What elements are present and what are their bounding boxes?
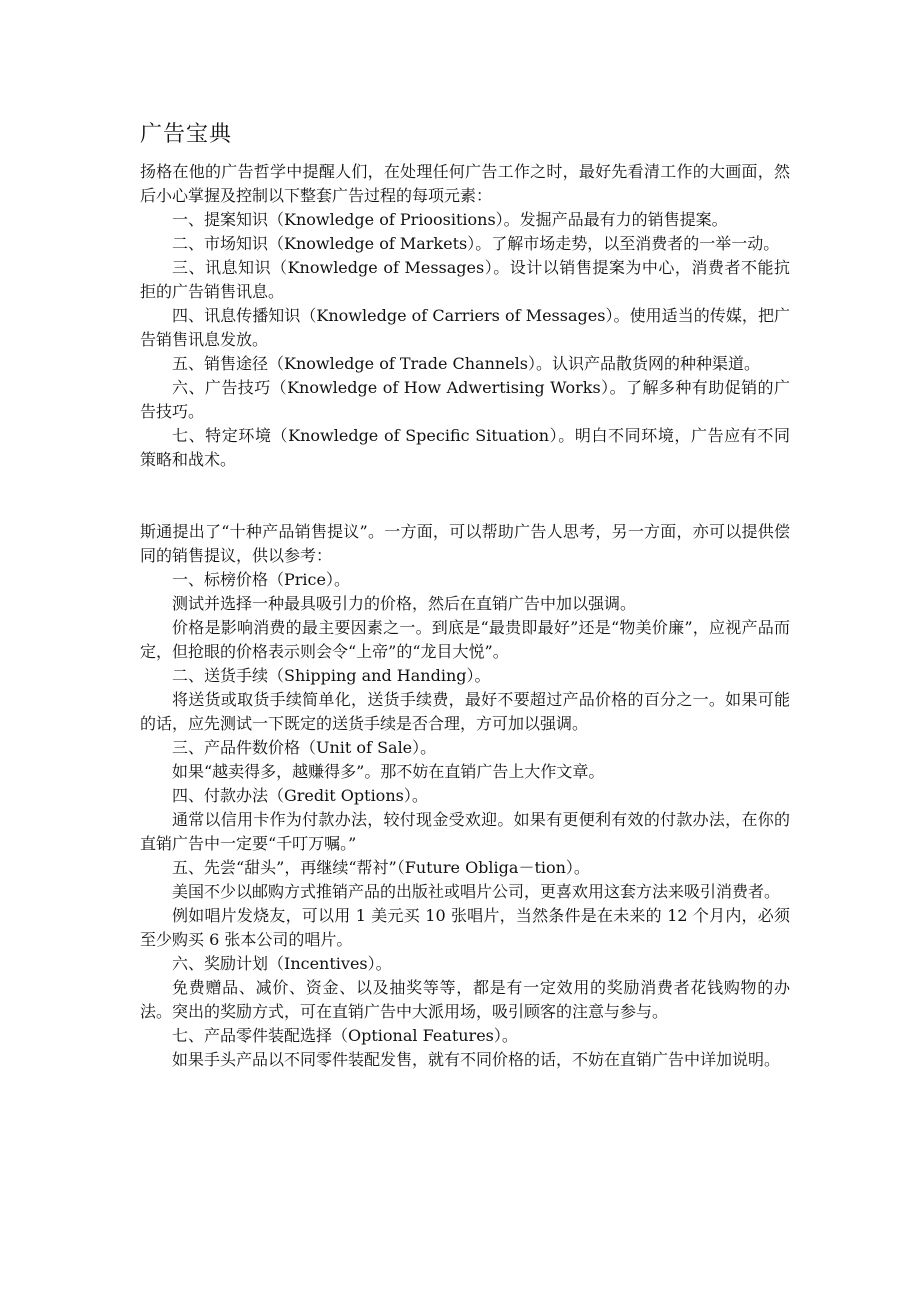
section2-item: 三、产品件数价格（Unit of Sale）。 [172, 738, 437, 757]
section1-item: 六、广告技巧（Knowledge of How Adwertising Works）。了解多种有助促销的广告技巧。 [140, 378, 790, 421]
section2-item: 例如唱片发烧友，可以用 1 美元买 10 张唱片，当然条件是在未来的 12 个月内，必须至少购买 6 张本公司的唱片。 [140, 906, 790, 949]
section2-item: 将送货或取货手续简单化，送货手续费，最好不要超过产品价格的百分之一。如果可能的话，应先测试一下既定的送货手续是否合理，方可加以强调。 [140, 690, 790, 733]
section2-item: 二、送货手续（Shipping and Handing）。 [172, 666, 491, 685]
section2-intro: 斯通提出了“十种产品销售提议”。一方面，可以帮助广告人思考，另一方面，亦可以提供偿同的销售提议，供以参考： [140, 522, 790, 565]
section1-item: 四、讯息传播知识（Knowledge of Carriers of Messages）。使用适当的传媒，把广告销售讯息发放。 [140, 306, 790, 349]
section2-item: 七、产品零件装配选择（Optional Features）。 [172, 1026, 518, 1045]
section-gap [140, 472, 790, 520]
section2-item: 五、先尝“甜头”，再继续“帮衬”（Future Obliga－tion）。 [172, 858, 590, 877]
section2-item: 价格是影响消费的最主要因素之一。到底是“最贵即最好”还是“物美价廉”，应视产品而定，但抢眼的价格表示则会令“上帝”的“龙目大悦”。 [140, 618, 790, 661]
section2-item: 四、付款办法（Gredit Options）。 [172, 786, 428, 805]
document-page [140, 118, 790, 1072]
section2-item: 一、标榜价格（Price）。 [172, 570, 350, 589]
section1-item: 七、特定环境（Knowledge of Specific Situation）。明白不同环境，广告应有不同策略和战术。 [140, 426, 790, 469]
section2-item: 测试并选择一种最具吸引力的价格，然后在直销广告中加以强调。 [172, 594, 637, 613]
section2-item: 六、奖励计划（Incentives）。 [172, 954, 392, 973]
section2-item: 如果“越卖得多，越赚得多”。那不妨在直销广告上大作文章。 [172, 762, 605, 781]
section1-item: 一、提案知识（Knowledge of Prioositions）。发掘产品最有力的销售提案。 [172, 210, 728, 229]
section2-item: 美国不少以邮购方式推销产品的出版社或唱片公司，更喜欢用这套方法来吸引消费者。 [172, 882, 781, 901]
document-title: 广告宝典 [140, 122, 233, 147]
section1-item: 二、市场知识（Knowledge of Markets）。了解市场走势，以至消费者的一举一动。 [172, 234, 780, 253]
section1-intro: 扬格在他的广告哲学中提醒人们，在处理任何广告工作之时，最好先看清工作的大画面，然后小心掌握及控制以下整套广告过程的每项元素： [140, 162, 790, 205]
section2-item: 如果手头产品以不同零件装配发售，就有不同价格的话，不妨在直销广告中详加说明。 [172, 1050, 781, 1069]
section1-item: 三、讯息知识（Knowledge of Messages）。设计以销售提案为中心，消费者不能抗拒的广告销售讯息。 [140, 258, 790, 301]
section1-item: 五、销售途径（Knowledge of Trade Channels）。认识产品散货网的种种渠道。 [172, 354, 761, 373]
section2-item: 通常以信用卡作为付款办法，较付现金受欢迎。如果有更便利有效的付款办法，在你的直销广告中一定要“千叮万嘱。” [140, 810, 790, 853]
section2-item: 免费赠品、减价、资金、以及抽奖等等，都是有一定效用的奖励消费者花钱购物的办法。突出的奖励方式，可在直销广告中大派用场，吸引顾客的注意与参与。 [140, 978, 790, 1021]
